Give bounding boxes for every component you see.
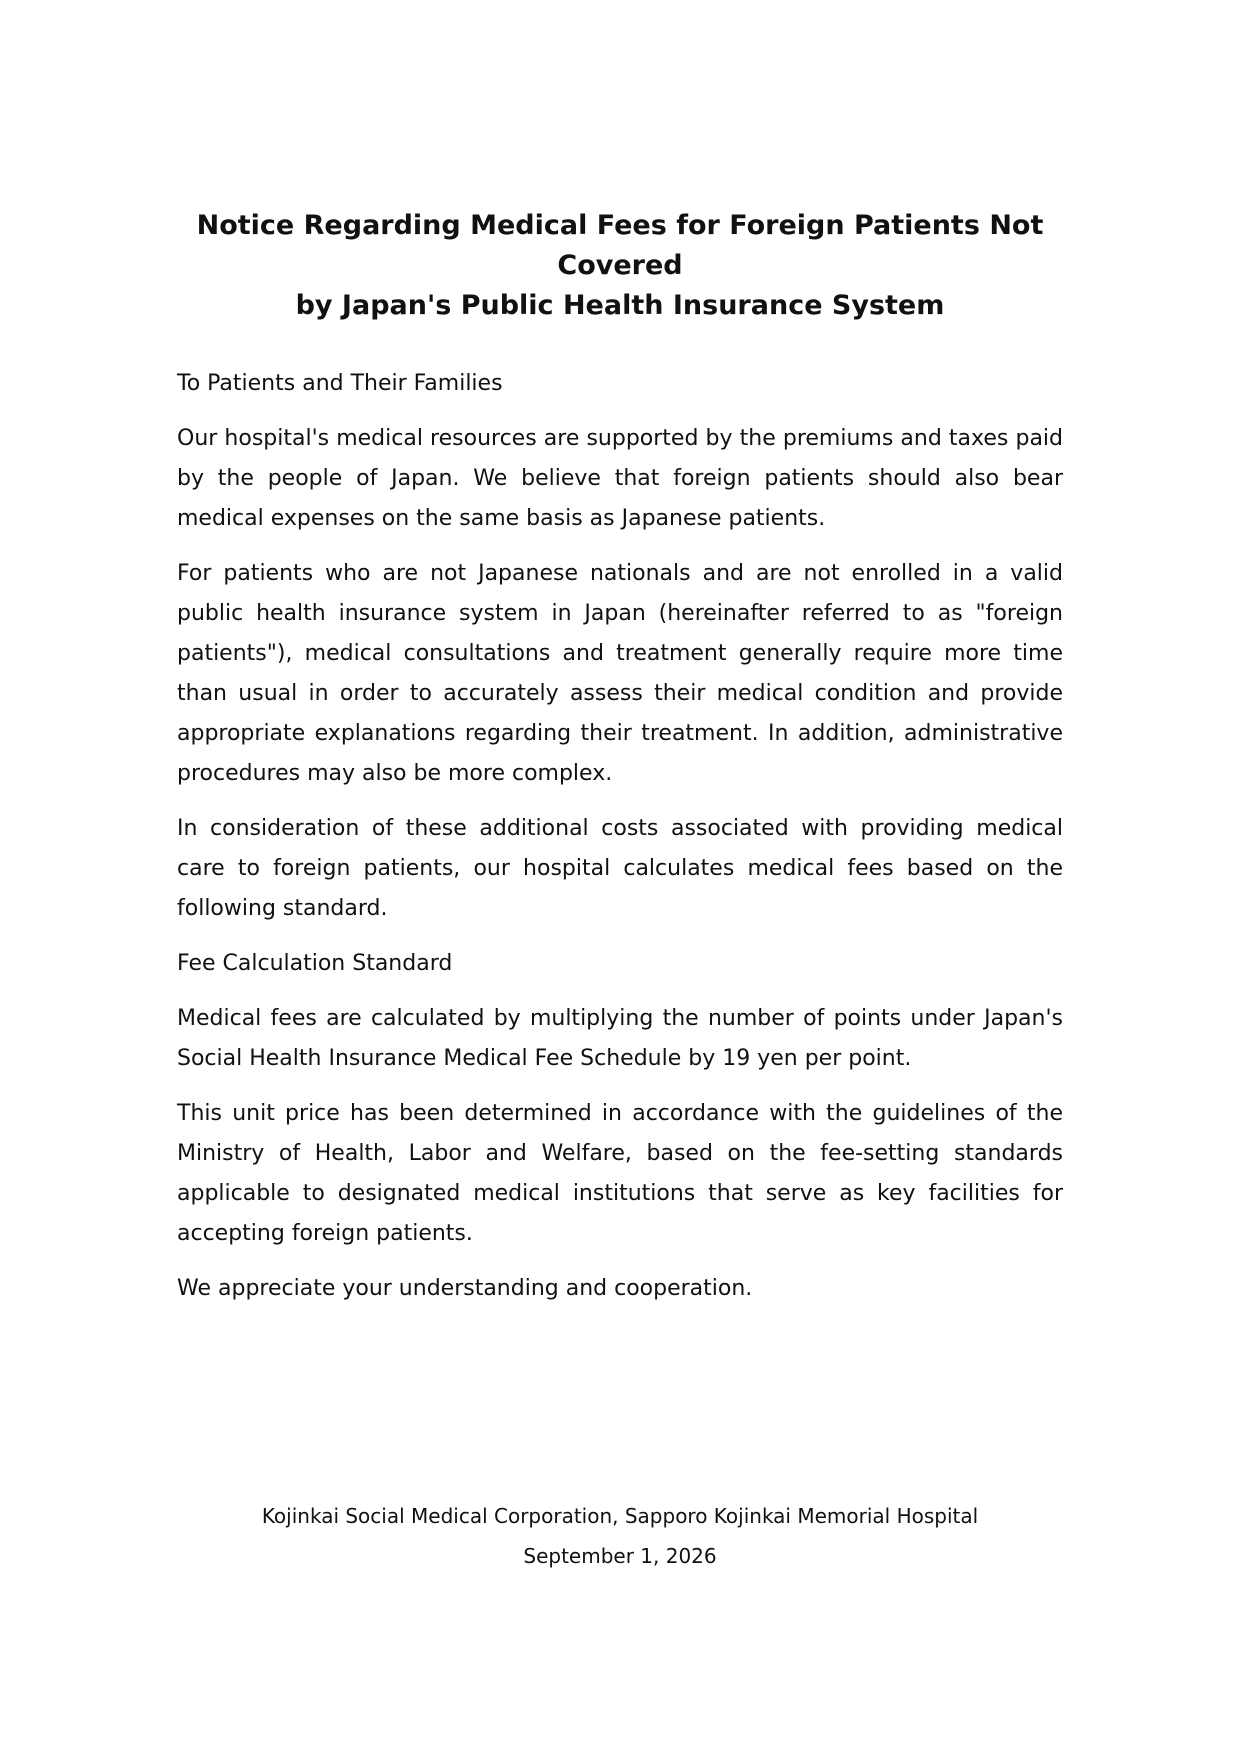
paragraph-foreign-patients: For patients who are not Japanese nationals and are not enrolled in a valid public health insurance system in Japan (hereinafter referred to as "foreign patients"), medical consultations and treatment generally require more time than usual in order to accurately assess their medical condition and provide appropriate explanations regarding their treatment. In addition, administrative procedures may also be more complex. (177, 561, 1063, 786)
title-line-2: by Japan's Public Health Insurance System (295, 290, 945, 321)
paragraph-additional-costs: In consideration of these additional costs associated with providing medical care to foreign patients, our hospital calculates medical fees based on the following standard. (177, 816, 1063, 921)
closing-line: We appreciate your understanding and cooperation. (177, 1276, 753, 1301)
issue-date: September 1, 2026 (523, 1544, 717, 1568)
document-title (160, 206, 1080, 326)
salutation: To Patients and Their Families (177, 371, 503, 396)
paragraph-resources: Our hospital's medical resources are supported by the premiums and taxes paid by the people of Japan. We believe that foreign patients should also bear medical expenses on the same basis as Japanese patients. (177, 426, 1063, 531)
document-body (177, 364, 1063, 1324)
section-heading-fee-standard: Fee Calculation Standard (177, 951, 453, 976)
issuer-name: Kojinkai Social Medical Corporation, Sapporo Kojinkai Memorial Hospital (261, 1504, 979, 1528)
paragraph-unit-price: This unit price has been determined in accordance with the guidelines of the Ministry of Health, Labor and Welfare, based on the fee-setting standards applicable to designated medical institutions that serve as key facilities for accepting foreign patients. (177, 1101, 1063, 1246)
document-footer (160, 1496, 1080, 1576)
title-line-1: Notice Regarding Medical Fees for Foreign Patients Not Covered (196, 210, 1044, 281)
paragraph-fee-calculation: Medical fees are calculated by multiplying the number of points under Japan's Social Health Insurance Medical Fee Schedule by 19 yen per point. (177, 1006, 1063, 1071)
